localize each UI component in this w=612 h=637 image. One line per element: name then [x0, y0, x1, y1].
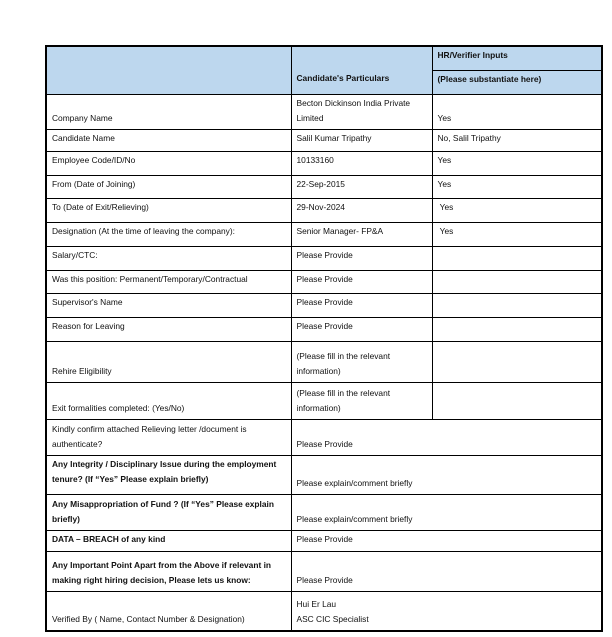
row-candidate-value: Please Provide — [291, 293, 432, 317]
row-hr-input[interactable] — [432, 382, 602, 419]
row-label: Kindly confirm attached Relieving letter /document is authenticate? — [46, 419, 291, 455]
row-label: Employee Code/ID/No — [46, 151, 291, 175]
row-hr-input[interactable] — [432, 317, 602, 341]
row-hr-input[interactable] — [432, 293, 602, 317]
row-label: Any Misappropriation of Fund ? (If “Yes” Please explain briefly) — [46, 494, 291, 530]
row-label: Any Important Point Apart from the Above if relevant in making right hiring decision, Please lets us know: — [46, 551, 291, 591]
verifier-name: Hui Er Lau — [296, 599, 337, 609]
row-value-input[interactable]: Please Provide — [291, 551, 602, 591]
row-candidate-value: Senior Manager- FP&A — [291, 222, 432, 246]
row-label: DATA – BREACH of any kind — [46, 530, 291, 551]
row-hr-input[interactable]: Yes — [432, 222, 602, 246]
header-blank — [46, 46, 291, 94]
row-label: To (Date of Exit/Relieving) — [46, 198, 291, 222]
row-candidate-value: 10133160 — [291, 151, 432, 175]
row-hr-input[interactable] — [432, 341, 602, 382]
row-label: Was this position: Permanent/Temporary/Contractual — [46, 270, 291, 293]
row-candidate-value: Please Provide — [291, 270, 432, 293]
row-label: Salary/CTC: — [46, 246, 291, 270]
row-label: Reason for Leaving — [46, 317, 291, 341]
row-hr-input[interactable] — [432, 246, 602, 270]
row-hr-input[interactable]: Yes — [432, 94, 602, 129]
row-value-input[interactable]: Please explain/comment briefly — [291, 455, 602, 494]
row-hr-input[interactable]: No, Salil Tripathy — [432, 129, 602, 151]
row-candidate-value: (Please fill in the relevant information) — [291, 382, 432, 419]
verifier-designation: ASC CIC Specialist — [296, 614, 369, 624]
row-label: Candidate Name — [46, 129, 291, 151]
header-hr-subtitle: (Please substantiate here) — [432, 70, 602, 94]
row-hr-input[interactable]: Yes — [432, 198, 602, 222]
row-candidate-value: 29-Nov-2024 — [291, 198, 432, 222]
row-hr-input[interactable]: Yes — [432, 175, 602, 198]
row-label: Exit formalities completed: (Yes/No) — [46, 382, 291, 419]
row-candidate-value: Please Provide — [291, 246, 432, 270]
header-candidate: Candidate's Particulars — [291, 46, 432, 94]
verified-by-label: Verified By ( Name, Contact Number & Designation) — [46, 591, 291, 631]
row-label: Rehire Eligibility — [46, 341, 291, 382]
row-candidate-value: (Please fill in the relevant information) — [291, 341, 432, 382]
row-candidate-value: Please Provide — [291, 317, 432, 341]
row-candidate-value: Becton Dickinson India Private Limited — [291, 94, 432, 129]
row-label: Any Integrity / Disciplinary Issue during the employment tenure? (If “Yes” Please explain briefly) — [46, 455, 291, 494]
row-value-input[interactable]: Please explain/comment briefly — [291, 494, 602, 530]
verification-table — [45, 45, 603, 632]
row-label: Supervisor's Name — [46, 293, 291, 317]
header-hr-title: HR/Verifier Inputs — [432, 46, 602, 70]
row-candidate-value: Salil Kumar Tripathy — [291, 129, 432, 151]
row-label: From (Date of Joining) — [46, 175, 291, 198]
row-label: Designation (At the time of leaving the company): — [46, 222, 291, 246]
row-label: Company Name — [46, 94, 291, 129]
row-value-input[interactable]: Please Provide — [291, 530, 602, 551]
verified-by-value[interactable] — [291, 591, 602, 631]
row-candidate-value: 22-Sep-2015 — [291, 175, 432, 198]
row-hr-input[interactable]: Yes — [432, 151, 602, 175]
row-value-input[interactable]: Please Provide — [291, 419, 602, 455]
row-hr-input[interactable] — [432, 270, 602, 293]
